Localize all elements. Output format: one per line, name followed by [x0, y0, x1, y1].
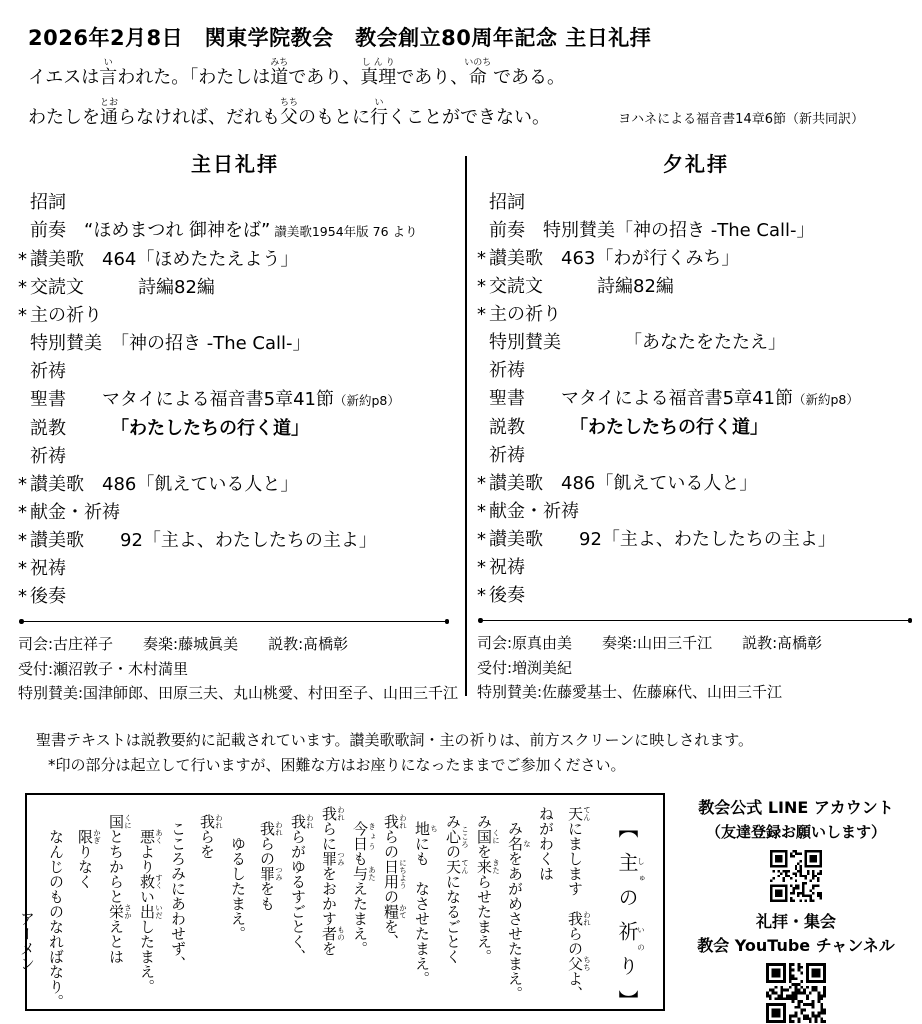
- liturgy-row: [477, 273, 915, 301]
- liturgy-row: [477, 189, 915, 217]
- liturgy-label: 讃美歌: [30, 249, 84, 270]
- prayer-line: 我われらに罪つみをおかす者ものを: [320, 806, 346, 956]
- youtube-qr-code: [766, 963, 826, 1023]
- staff-line: 受付:増渕美紀: [477, 658, 573, 677]
- liturgy-row: [18, 415, 452, 443]
- liturgy-row: [18, 386, 452, 415]
- liturgy-label: 献金・祈祷: [30, 502, 120, 523]
- liturgy-value: 486「飢えている人と」: [84, 474, 299, 495]
- liturgy-value: 92「主よ、わたしたちの主よ」: [543, 529, 836, 550]
- liturgy-value: 464「ほめたたえよう」: [84, 249, 299, 270]
- liturgy-label: 祝祷: [489, 557, 525, 578]
- prayer-line: 限かぎりなく: [76, 828, 102, 889]
- staff-line: 司会:原真由美 奏楽:山田三千江 説教:髙橋彰: [477, 634, 823, 652]
- liturgy-label: 招詞: [489, 192, 525, 213]
- liturgy-list: [18, 189, 452, 611]
- liturgy-label: 特別賛美: [30, 333, 102, 354]
- liturgy-list: [477, 189, 915, 610]
- liturgy-label: 説教: [30, 418, 66, 439]
- asterisk-marker: *: [477, 585, 486, 606]
- asterisk-marker: *: [18, 474, 27, 495]
- liturgy-row: [477, 385, 915, 414]
- asterisk-marker: *: [477, 473, 486, 494]
- liturgy-row: [18, 583, 452, 611]
- prayer-line: み国くにを来きたらせたまえ。: [475, 813, 501, 964]
- liturgy-value: 「わたしたちの行く道」: [525, 417, 768, 438]
- liturgy-label: 前奏: [30, 220, 66, 241]
- liturgy-note: 讃美歌1954年版 76 より: [270, 224, 418, 239]
- liturgy-row: [477, 554, 915, 582]
- liturgy-note: （新約p8）: [334, 393, 400, 408]
- liturgy-label: 讃美歌: [30, 474, 84, 495]
- liturgy-label: 交読文: [489, 276, 543, 297]
- liturgy-row: [477, 582, 915, 610]
- liturgy-value: 92「主よ、わたしたちの主よ」: [84, 530, 377, 551]
- line-qr-code: [770, 850, 822, 902]
- liturgy-row: [18, 555, 452, 583]
- scripture-line-1: イエスは言いわれた。「わたしは道みちであり、真理しんりであり、命いのち である。: [28, 58, 566, 88]
- column-heading: 主日礼拝: [191, 152, 279, 176]
- liturgy-label: 聖書: [30, 389, 66, 410]
- line-account-subtitle: （友達登録お願いします）: [705, 823, 886, 841]
- services-section: [0, 148, 922, 704]
- liturgy-value: 詩編82編: [543, 276, 674, 297]
- staff-block: [477, 631, 915, 705]
- staff-line: 特別賛美:国津師郎、田原三夫、丸山桃愛、村田至子、山田三千江: [18, 684, 459, 702]
- liturgy-label: 讃美歌: [489, 248, 543, 269]
- note-line: 聖書テキストは説教要約に記載されています。讃美歌歌詞・主の祈りは、前方スクリーンに映しされます。: [36, 731, 754, 749]
- liturgy-row: [477, 357, 915, 385]
- staff-line: 司会:古庄祥子 奏楽:藤城眞美 説教:髙橋彰: [18, 635, 349, 653]
- prayer-line: 天てんにまします 我われらの父ちちよ、: [566, 806, 592, 1001]
- liturgy-label: 祝祷: [30, 558, 66, 579]
- liturgy-row: [18, 274, 452, 302]
- end-rule: [20, 621, 448, 622]
- prayer-line: 国くにとちからと栄さかえとは: [107, 813, 133, 964]
- staff-block: [18, 632, 459, 706]
- page-title: 2026年2月8日 関東学院教会 教会創立80周年記念 主日礼拝: [28, 26, 652, 50]
- prayer-line: 我われらを: [198, 813, 224, 859]
- liturgy-label: 主の祈り: [30, 305, 102, 326]
- worship-meeting-label: 礼拝・集会: [755, 912, 836, 931]
- asterisk-marker: *: [477, 276, 486, 297]
- liturgy-label: 祈祷: [489, 445, 525, 466]
- asterisk-marker: *: [477, 501, 486, 522]
- prayer-line: み名なをあがめさせたまえ。: [506, 821, 532, 1001]
- liturgy-row: [477, 470, 915, 498]
- scripture-line-2: わたしを通とおらなければ、だれも父ちちのもとに行いくことができない。: [28, 98, 550, 128]
- prayer-line: ねがわくは: [537, 806, 555, 881]
- liturgy-value: 詩編82編: [84, 277, 215, 298]
- liturgy-label: 特別賛美: [489, 332, 561, 353]
- liturgy-row: [18, 499, 452, 527]
- liturgy-row: [18, 527, 452, 555]
- prayer-line: 我われらの日用にちようの糧かてを、: [382, 813, 408, 949]
- liturgy-row: [477, 301, 915, 329]
- liturgy-value: 「神の招き -The Call-」: [102, 333, 311, 354]
- prayer-line: 悪あくより救すくい出いだしたまえ。: [138, 828, 164, 994]
- asterisk-marker: *: [18, 502, 27, 523]
- liturgy-label: 讃美歌: [489, 529, 543, 550]
- note-line: *印の部分は起立して行いますが、困難な方はお座りになったままでご参加ください。: [48, 756, 626, 774]
- liturgy-row: [18, 443, 452, 471]
- lords-prayer-box: [18, 793, 665, 1024]
- qr-panel: [672, 795, 920, 1023]
- prayer-line: 我われらがゆるすごとく、: [289, 813, 315, 964]
- asterisk-marker: *: [18, 249, 27, 270]
- end-rule: [479, 620, 911, 621]
- prayer-line: なんじのものなればなり。: [47, 828, 65, 1009]
- liturgy-row: [18, 330, 452, 358]
- header: [0, 0, 922, 138]
- service-column-morning: [18, 148, 459, 706]
- asterisk-marker: *: [477, 529, 486, 550]
- asterisk-marker: *: [18, 558, 27, 579]
- liturgy-value: マタイによる福音書5章41節: [66, 389, 334, 410]
- prayer-line: 今日きょうも与あたえたまえ。: [351, 821, 377, 956]
- liturgy-label: 主の祈り: [489, 304, 561, 325]
- column-heading: 夕礼拝: [663, 152, 729, 176]
- liturgy-value: 「あなたをたたえ」: [561, 332, 786, 353]
- liturgy-label: 交読文: [30, 277, 84, 298]
- liturgy-row: [477, 217, 915, 245]
- staff-line: 受付:瀬沼敦子・木村満里: [18, 659, 189, 678]
- asterisk-marker: *: [477, 248, 486, 269]
- liturgy-row: [18, 189, 452, 217]
- liturgy-row: [477, 329, 915, 357]
- prayer-line: アーメン: [18, 911, 36, 971]
- prayer-line: こころみにあわせず、: [169, 821, 187, 971]
- column-divider: [465, 156, 467, 696]
- line-account-title: 教会公式 LINE アカウント: [698, 798, 894, 817]
- liturgy-label: 献金・祈祷: [489, 501, 579, 522]
- liturgy-label: 招詞: [30, 192, 66, 213]
- liturgy-label: 前奏: [489, 220, 525, 241]
- liturgy-label: 祈祷: [489, 360, 525, 381]
- asterisk-marker: *: [18, 530, 27, 551]
- scripture-quote: [28, 58, 922, 138]
- bottom-section: [0, 791, 922, 1023]
- liturgy-row: [18, 217, 452, 246]
- liturgy-value: 「わたしたちの行く道」: [66, 418, 309, 439]
- liturgy-row: [18, 302, 452, 330]
- liturgy-value: マタイによる福音書5章41節: [525, 388, 793, 409]
- asterisk-marker: *: [18, 305, 27, 326]
- liturgy-value: 486「飢えている人と」: [543, 473, 758, 494]
- lords-prayer-title: 【主しゅの祈いのり】: [615, 818, 646, 1024]
- liturgy-row: [477, 498, 915, 526]
- liturgy-value: 特別賛美「神の招き -The Call-」: [525, 220, 815, 241]
- liturgy-label: 讃美歌: [30, 530, 84, 551]
- asterisk-marker: *: [18, 586, 27, 607]
- asterisk-marker: *: [18, 277, 27, 298]
- prayer-line: ゆるしたまえ。: [229, 836, 247, 941]
- prayer-line: み心こころの天てんになるごとく: [444, 813, 470, 964]
- liturgy-row: [477, 526, 915, 554]
- youtube-channel-label: 教会 YouTube チャンネル: [697, 936, 895, 955]
- liturgy-label: 聖書: [489, 388, 525, 409]
- liturgy-label: 後奏: [30, 586, 66, 607]
- liturgy-row: [477, 442, 915, 470]
- asterisk-marker: *: [477, 557, 486, 578]
- staff-line: 特別賛美:佐藤愛基士、佐藤麻代、山田三千江: [477, 683, 783, 701]
- scripture-reference: ヨハネによる福音書14章6節（新共同訳）: [618, 112, 864, 127]
- liturgy-note: （新約p8）: [793, 392, 859, 407]
- service-column-evening: [477, 148, 915, 705]
- liturgy-label: 祈祷: [30, 446, 66, 467]
- liturgy-label: 祈祷: [30, 361, 66, 382]
- prayer-line: 我われらの罪つみをも: [258, 821, 284, 911]
- liturgy-row: [477, 414, 915, 442]
- liturgy-value: 463「わが行くみち」: [543, 248, 740, 269]
- notes-section: [0, 728, 922, 778]
- liturgy-row: [18, 246, 452, 274]
- liturgy-label: 讃美歌: [489, 473, 543, 494]
- liturgy-row: [18, 358, 452, 386]
- liturgy-row: [18, 471, 452, 499]
- prayer-line: 地ちにも なさせたまえ。: [413, 821, 439, 986]
- liturgy-value: “ほめまつれ 御神をば”: [66, 220, 271, 241]
- liturgy-row: [477, 245, 915, 273]
- liturgy-label: 後奏: [489, 585, 525, 606]
- asterisk-marker: *: [477, 304, 486, 325]
- liturgy-label: 説教: [489, 417, 525, 438]
